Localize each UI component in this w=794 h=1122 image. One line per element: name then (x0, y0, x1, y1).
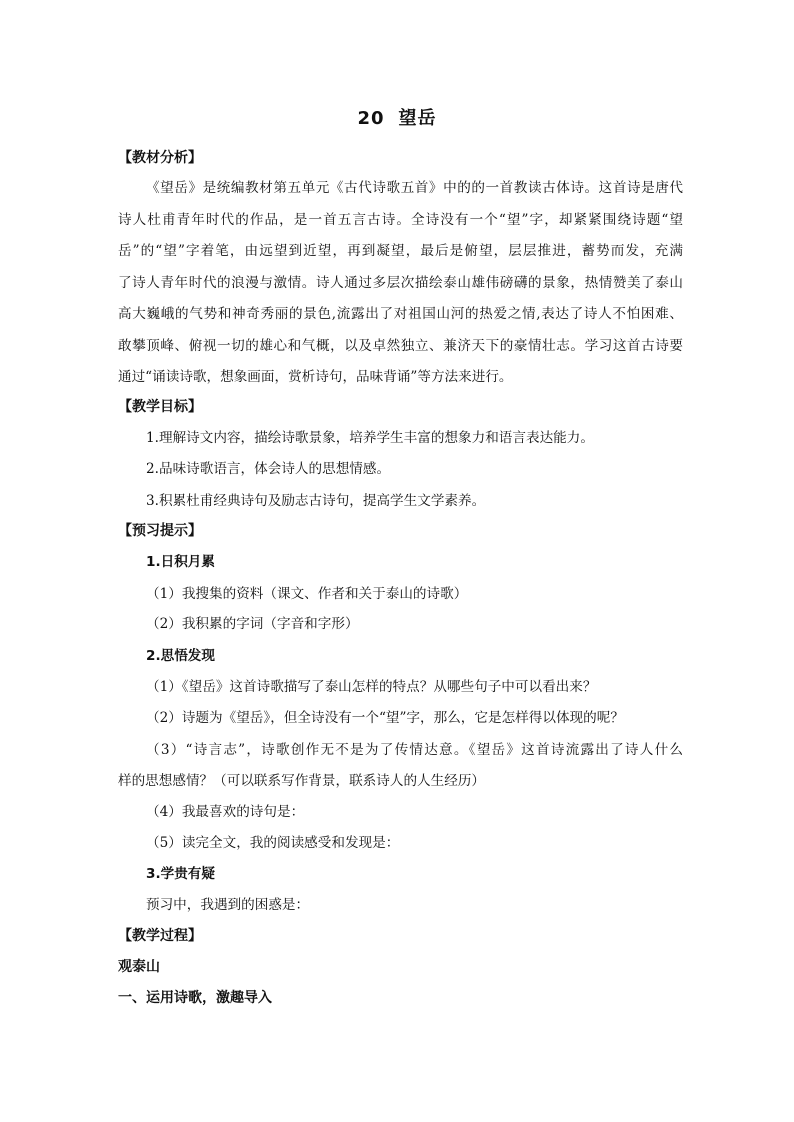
analysis-line: 通过“诵读诗歌，想象画面，赏析诗句，品味背诵”等方法来进行。 (118, 369, 513, 385)
preview-item: （3）“诗言志”，诗歌创作无不是为了传情达意。《望岳》这首诗流露出了诗人什么 (146, 742, 683, 758)
process-step-heading: 一、运用诗歌，激趣导入 (118, 990, 272, 1006)
preview-item: （4）我最喜欢的诗句是： (146, 804, 305, 820)
title-number: 20 (357, 108, 385, 129)
title-text: 望岳 (398, 108, 437, 129)
preview-item-continued: 样的思想感情？（可以联系写作背景，联系诗人的人生经历） (118, 773, 486, 789)
preview-item: （5）读完全文，我的阅读感受和发现是： (146, 835, 400, 851)
preview-question-text: 预习中，我遇到的困惑是： (146, 897, 310, 913)
preview-item: （2）我积累的字词（字音和字形） (146, 616, 359, 632)
analysis-line: 敢攀顶峰、俯视一切的雄心和气概，以及卓然独立、兼济天下的豪情壮志。学习这首古诗要 (118, 338, 683, 354)
section-heading-process: 【教学过程】 (118, 928, 202, 944)
preview-item: （1）《望岳》这首诗歌描写了泰山怎样的特点？从哪些句子中可以看出来？ (146, 679, 597, 695)
section-heading-analysis: 【教材分析】 (118, 150, 202, 166)
preview-item: （1）我搜集的资料（课文、作者和关于泰山的诗歌） (146, 586, 468, 602)
goal-item: 1.理解诗文内容，描绘诗歌景象，培养学生丰富的想象力和语言表达能力。 (146, 430, 594, 446)
analysis-line: 高大巍峨的气势和神奇秀丽的景色,流露出了对祖国山河的热爱之情,表达了诗人不怕困难、 (118, 306, 683, 322)
analysis-line: 诗人杜甫青年时代的作品，是一首五言古诗。全诗没有一个“望”字，却紧紧围绕诗题“望 (118, 212, 683, 228)
section-heading-preview: 【预习提示】 (118, 523, 202, 539)
goal-item: 3.积累杜甫经典诗句及励志古诗句，提高学生文学素养。 (146, 493, 486, 509)
preview-item: （2）诗题为《望岳》，但全诗没有一个“望”字，那么，它是怎样得以体现的呢？ (146, 710, 624, 726)
analysis-line: 《望岳》是统编教材第五单元《古代诗歌五首》中的的一首教读古体诗。这首诗是唐代 (146, 180, 683, 196)
preview-subheading-discover: 2.思悟发现 (146, 648, 215, 664)
preview-subheading-accumulate: 1.日积月累 (146, 554, 215, 570)
process-subheading: 观泰山 (118, 959, 160, 975)
goal-item: 2.品味诗歌语言，体会诗人的思想情感。 (146, 461, 391, 477)
analysis-line: 了诗人青年时代的浪漫与激情。诗人通过多层次描绘泰山雄伟磅礴的景象，热情赞美了泰山 (118, 275, 683, 291)
preview-subheading-question: 3.学贵有疑 (146, 866, 215, 882)
section-heading-goals: 【教学目标】 (118, 399, 202, 415)
analysis-line: 岳”的“望”字着笔，由远望到近望，再到凝望，最后是俯望，层层推进，蓄势而发，充满 (118, 243, 683, 259)
page-title (0, 104, 794, 130)
